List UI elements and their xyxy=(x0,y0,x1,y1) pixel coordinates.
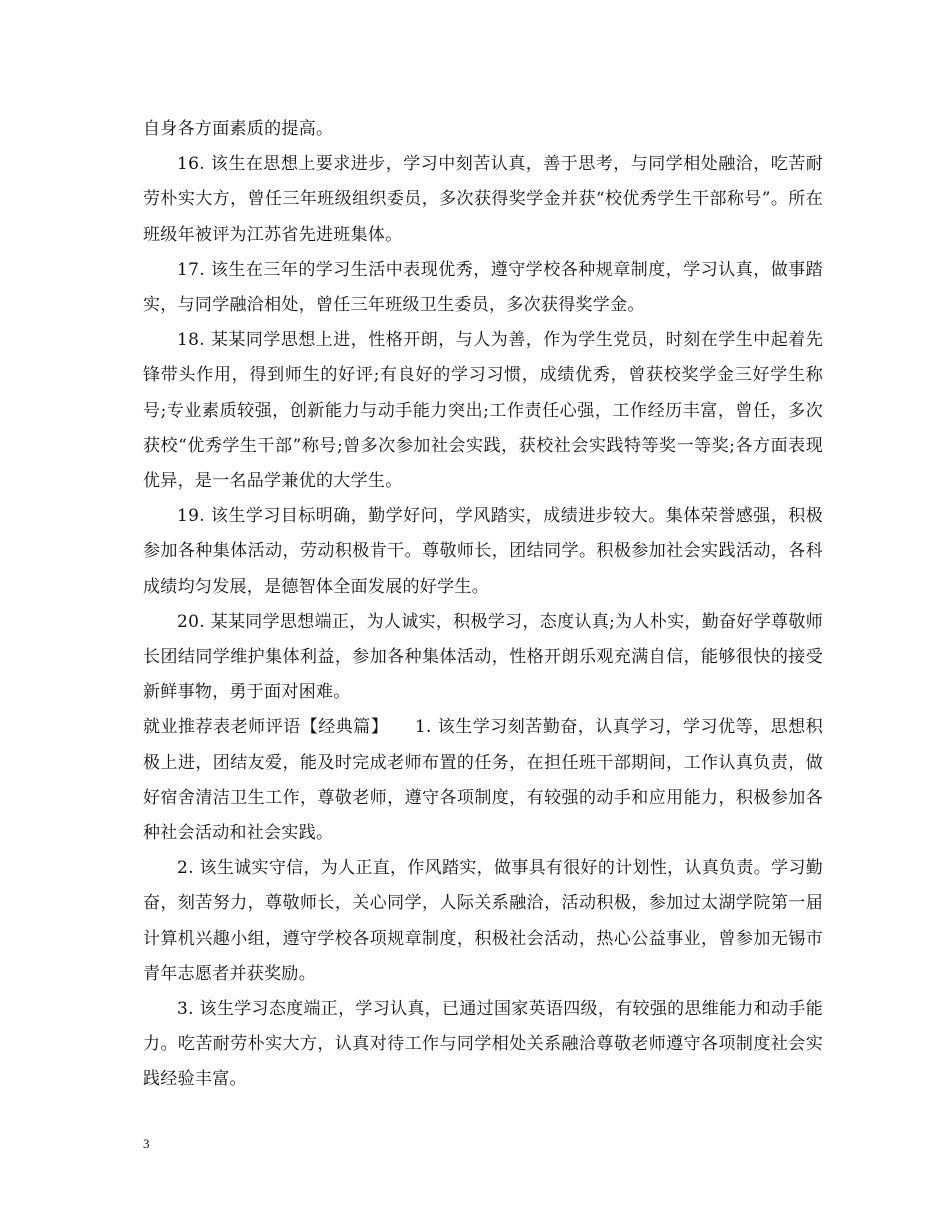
paragraph-item-18: 18. 某某同学思想上进，性格开朗，与人为善，作为学生党员，时刻在学生中起着先锋带头作用，得到师生的好评;有良好的学习习惯，成绩优秀，曾获校奖学金三好学生称号;专业素质较强，创新能力与动手能力突出;工作责任心强，工作经历丰富，曾任，多次获校“优秀学生干部”称号;曾多次参加社会实践，获校社会实践特等奖一等奖;各方面表现优异，是一名品学兼优的大学生。 xyxy=(143,330,823,492)
paragraph-item-3: 3. 该生学习态度端正，学习认真，已通过国家英语四级，有较强的思维能力和动手能力。吃苦耐劳朴实大方，认真对待工作与同学相处关系融洽尊敬老师遵守各项制度社会实践经验丰富。 xyxy=(143,999,823,1090)
section-heading-paragraph-item-1: 就业推荐表老师评语【经典篇】 1. 该生学习刻苦勤奋，认真学习，学习优等，思想积极上进，团结友爱，能及时完成老师布置的任务，在担任班干部期间，工作认真负责，做好宿舍清洁卫生工作，尊敬老师，遵守各项制度，有较强的动手和应用能力，积极参加各种社会活动和社会实践。 xyxy=(143,717,823,844)
paragraph-item-16: 16. 该生在思想上要求进步，学习中刻苦认真，善于思考，与同学相处融洽，吃苦耐劳朴实大方，曾任三年班级组织委员，多次获得奖学金并获“校优秀学生干部称号”。所在班级年被评为江苏省先进班集体。 xyxy=(143,154,823,245)
paragraph-item-20: 20. 某某同学思想端正，为人诚实，积极学习，态度认真;为人朴实，勤奋好学尊敬师长团结同学维护集体利益，参加各种集体活动，性格开朗乐观充满自信，能够很快的接受新鲜事物，勇于面对困难。 xyxy=(143,611,823,703)
paragraph-item-17: 17. 该生在三年的学习生活中表现优秀，遵守学校各种规章制度，学习认真，做事踏实，与同学融洽相处，曾任三年班级卫生委员，多次获得奖学金。 xyxy=(143,259,823,316)
document-body xyxy=(143,112,823,1098)
page-number: 3 xyxy=(143,1136,150,1151)
paragraph-continuation: 自身各方面素质的提高。 xyxy=(143,119,334,139)
paragraph-item-19: 19. 该生学习目标明确，勤学好问，学风踏实，成绩进步较大。集体荣誉感强，积极参加各种集体活动，劳动积极肯干。尊敬师长，团结同学。积极参加社会实践活动，各科成绩均匀发展，是德智体全面发展的好学生。 xyxy=(143,506,823,597)
paragraph-item-2: 2. 该生诚实守信，为人正直，作风踏实，做事具有很好的计划性，认真负责。学习勤奋，刻苦努力，尊敬师长，关心同学，人际关系融洽，活动积极，参加过太湖学院第一届计算机兴趣小组，遵守学校各项规章制度，积极社会活动，热心公益事业，曾参加无锡市青年志愿者并获奖励。 xyxy=(143,858,823,984)
